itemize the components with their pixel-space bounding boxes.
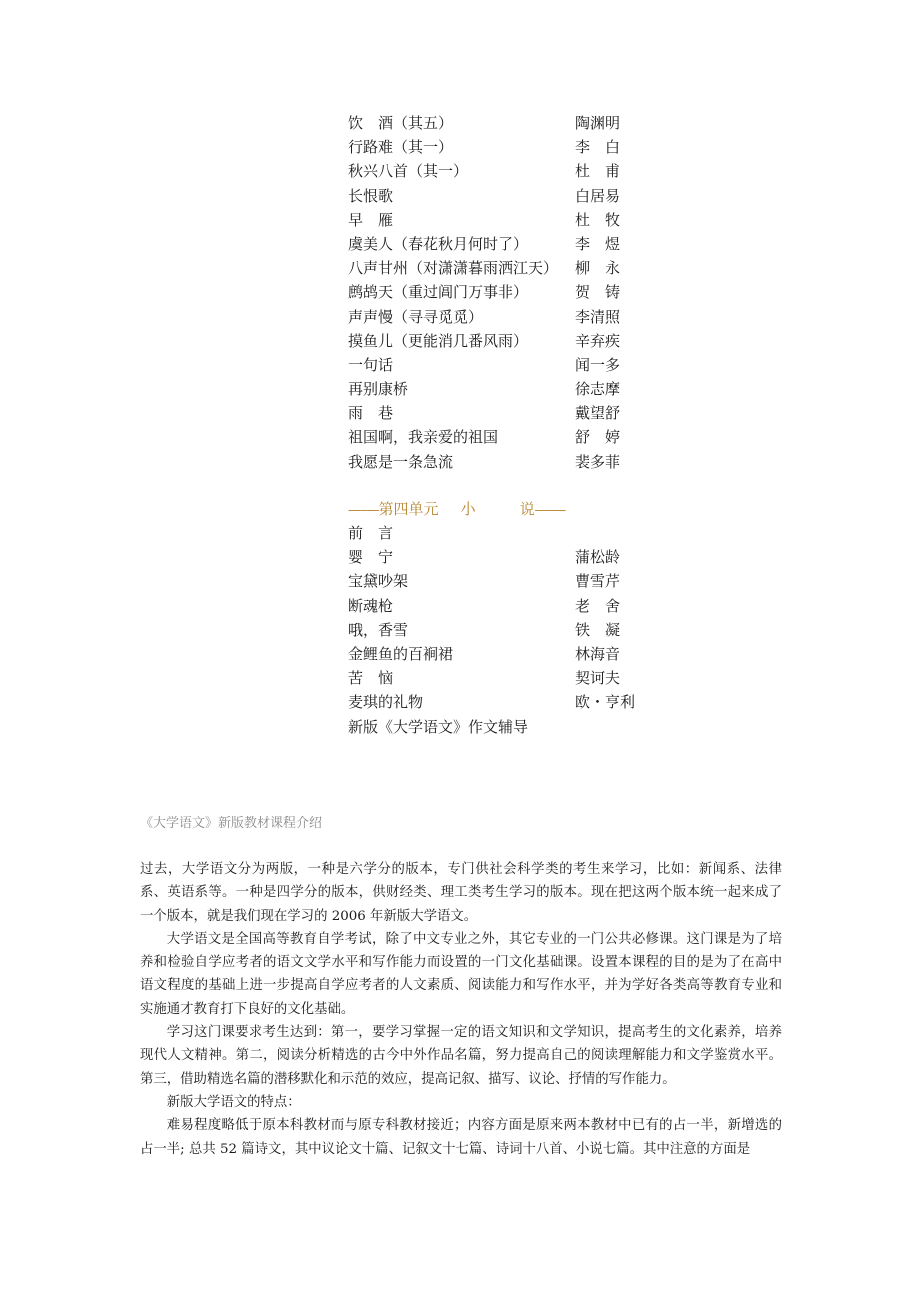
toc-row [348, 111, 668, 135]
toc-row [348, 184, 668, 208]
toc-author: 铁 凝 [575, 620, 621, 639]
article-paragraph: 学习这门课要求考生达到：第一，要学习掌握一定的语文知识和文学知识，提高考生的文化素养，培养现代人文精神。第二，阅读分析精选的古今中外作品名篇，努力提高自己的阅读理解能力和文学鉴赏水平。第三，借助精选名篇的潜移默化和示范的效应，提高记叙、描写、议论、抒情的写作能力。 [140, 1025, 782, 1087]
toc-list-part1 [348, 111, 668, 474]
toc-row [348, 232, 668, 256]
toc-title: 虞美人（春花秋月何时了） [348, 234, 529, 253]
heading-char-1: 小 [460, 500, 476, 518]
toc-row [348, 521, 668, 545]
toc-title: 饮 酒（其五） [348, 114, 454, 132]
toc-author: 李 白 [575, 138, 621, 157]
toc-author: 柳 永 [575, 259, 621, 278]
toc-title: 苦 恼 [348, 669, 394, 688]
toc-author: 欧・亨利 [575, 693, 636, 712]
article-paragraph: 难易程度略低于原本科教材而与原专科教材接近；内容方面是原来两本教材中已有的占一半，新增选的占一半; 总共 52 篇诗文，其中议论文十篇、记叙文十七篇、诗词十八首、小说七篇。其中注意的方面是 [140, 1118, 782, 1157]
article-paragraph: 新版大学语文的特点： [166, 1094, 301, 1110]
toc-row [348, 642, 668, 666]
toc-row [348, 256, 668, 280]
article-paragraph: 大学语文是全国高等教育自学考试，除了中文专业之外，其它专业的一门公共必修课。这门课是为了培养和检验自学应考者的语文文学水平和写作能力而设置的一门文化基础课。设置本课程的目的是为了在高中语文程度的基础上进一步提高自学应考者的人文素质、阅读能力和写作水平，并为学好各类高等教育专业和实施通才教育打下良好的文化基础。 [140, 931, 782, 1017]
toc-title: 秋兴八首（其一） [348, 162, 469, 181]
article-paragraph: 过去，大学语文分为两版，一种是六学分的版本，专门供社会科学类的考生来学习，比如：新闻系、法律系、英语系等。一种是四学分的版本，供财经类、理工类考生学习的版本。现在把这两个版本统一起来成了一个版本，就是我们现在学习的 2006 年新版大学语文。 [140, 862, 782, 924]
toc-title: 麦琪的礼物 [348, 693, 424, 712]
toc-title: 祖国啊，我亲爱的祖国 [348, 428, 499, 447]
toc-title: 断魂枪 [348, 596, 394, 615]
toc-author: 舒 婷 [575, 428, 621, 447]
toc-row [348, 594, 668, 618]
toc-title: 声声慢（寻寻觅觅） [348, 307, 484, 326]
toc-author: 贺 铸 [575, 283, 621, 302]
toc-row [348, 353, 668, 377]
toc-title: 新版《大学语文》作文辅导 [348, 717, 529, 736]
toc-row [348, 135, 668, 159]
toc-title: 金鲤鱼的百裥裙 [348, 644, 454, 663]
toc-author: 裴多菲 [575, 452, 621, 471]
toc-author: 老 舍 [575, 596, 621, 615]
toc-title: 婴 宁 [348, 548, 394, 567]
toc-row [348, 569, 668, 593]
intro-article [140, 858, 782, 1161]
heading-dash-left: ---------- [348, 503, 379, 517]
toc-title: 一句话 [348, 355, 394, 374]
toc-author: 闻一多 [575, 355, 621, 374]
toc-author: 白居易 [575, 186, 621, 205]
toc-author: 辛弃疾 [575, 331, 621, 350]
toc-title: 宝黛吵架 [348, 572, 409, 591]
toc-title: 前 言 [348, 524, 394, 542]
toc-author: 杜 牧 [575, 210, 621, 229]
toc-row [348, 666, 668, 690]
toc-title: 摸鱼儿（更能消几番风雨） [348, 331, 529, 350]
toc-author: 李清照 [575, 307, 621, 326]
toc-title: 鹧鸪天（重过阊门万事非） [348, 283, 529, 302]
toc-author: 曹雪芹 [575, 572, 621, 591]
toc-author: 林海音 [575, 644, 621, 663]
toc-row [348, 377, 668, 401]
heading-char-2: 说 [519, 500, 535, 518]
toc-row [348, 305, 668, 329]
toc-author: 徐志摩 [575, 380, 621, 399]
toc-author: 蒲松龄 [575, 548, 621, 567]
toc-title: 雨 巷 [348, 404, 394, 423]
toc-author: 契诃夫 [575, 669, 621, 688]
toc-title: 行路难（其一） [348, 138, 454, 157]
intro-title: 《大学语文》新版教材课程介绍 [140, 816, 323, 831]
toc-list-part2 [348, 521, 668, 739]
toc-row [348, 159, 668, 183]
toc-title: 再别康桥 [348, 380, 409, 399]
toc-author: 李 煜 [575, 234, 621, 253]
toc-row [348, 450, 668, 474]
unit-heading [348, 497, 565, 521]
toc-row [348, 329, 668, 353]
toc-title: 长恨歌 [348, 186, 394, 205]
toc-title: 早 雁 [348, 210, 394, 229]
toc-title: 我愿是一条急流 [348, 452, 454, 471]
toc-author: 杜 甫 [575, 162, 621, 181]
toc-row [348, 690, 668, 714]
heading-unit: 第四单元 [378, 500, 439, 518]
toc-row [348, 425, 668, 449]
toc-title: 哦，香雪 [348, 620, 409, 639]
toc-title: 八声甘州（对潇潇暮雨洒江天） [348, 259, 559, 278]
heading-dash-right: ---------- [534, 503, 566, 517]
toc-row [348, 280, 668, 304]
toc-row [348, 618, 668, 642]
toc-row [348, 208, 668, 232]
toc-row [348, 715, 668, 739]
toc-row [348, 401, 668, 425]
toc-author: 戴望舒 [575, 404, 621, 423]
toc-row [348, 545, 668, 569]
toc-author: 陶渊明 [575, 114, 621, 132]
